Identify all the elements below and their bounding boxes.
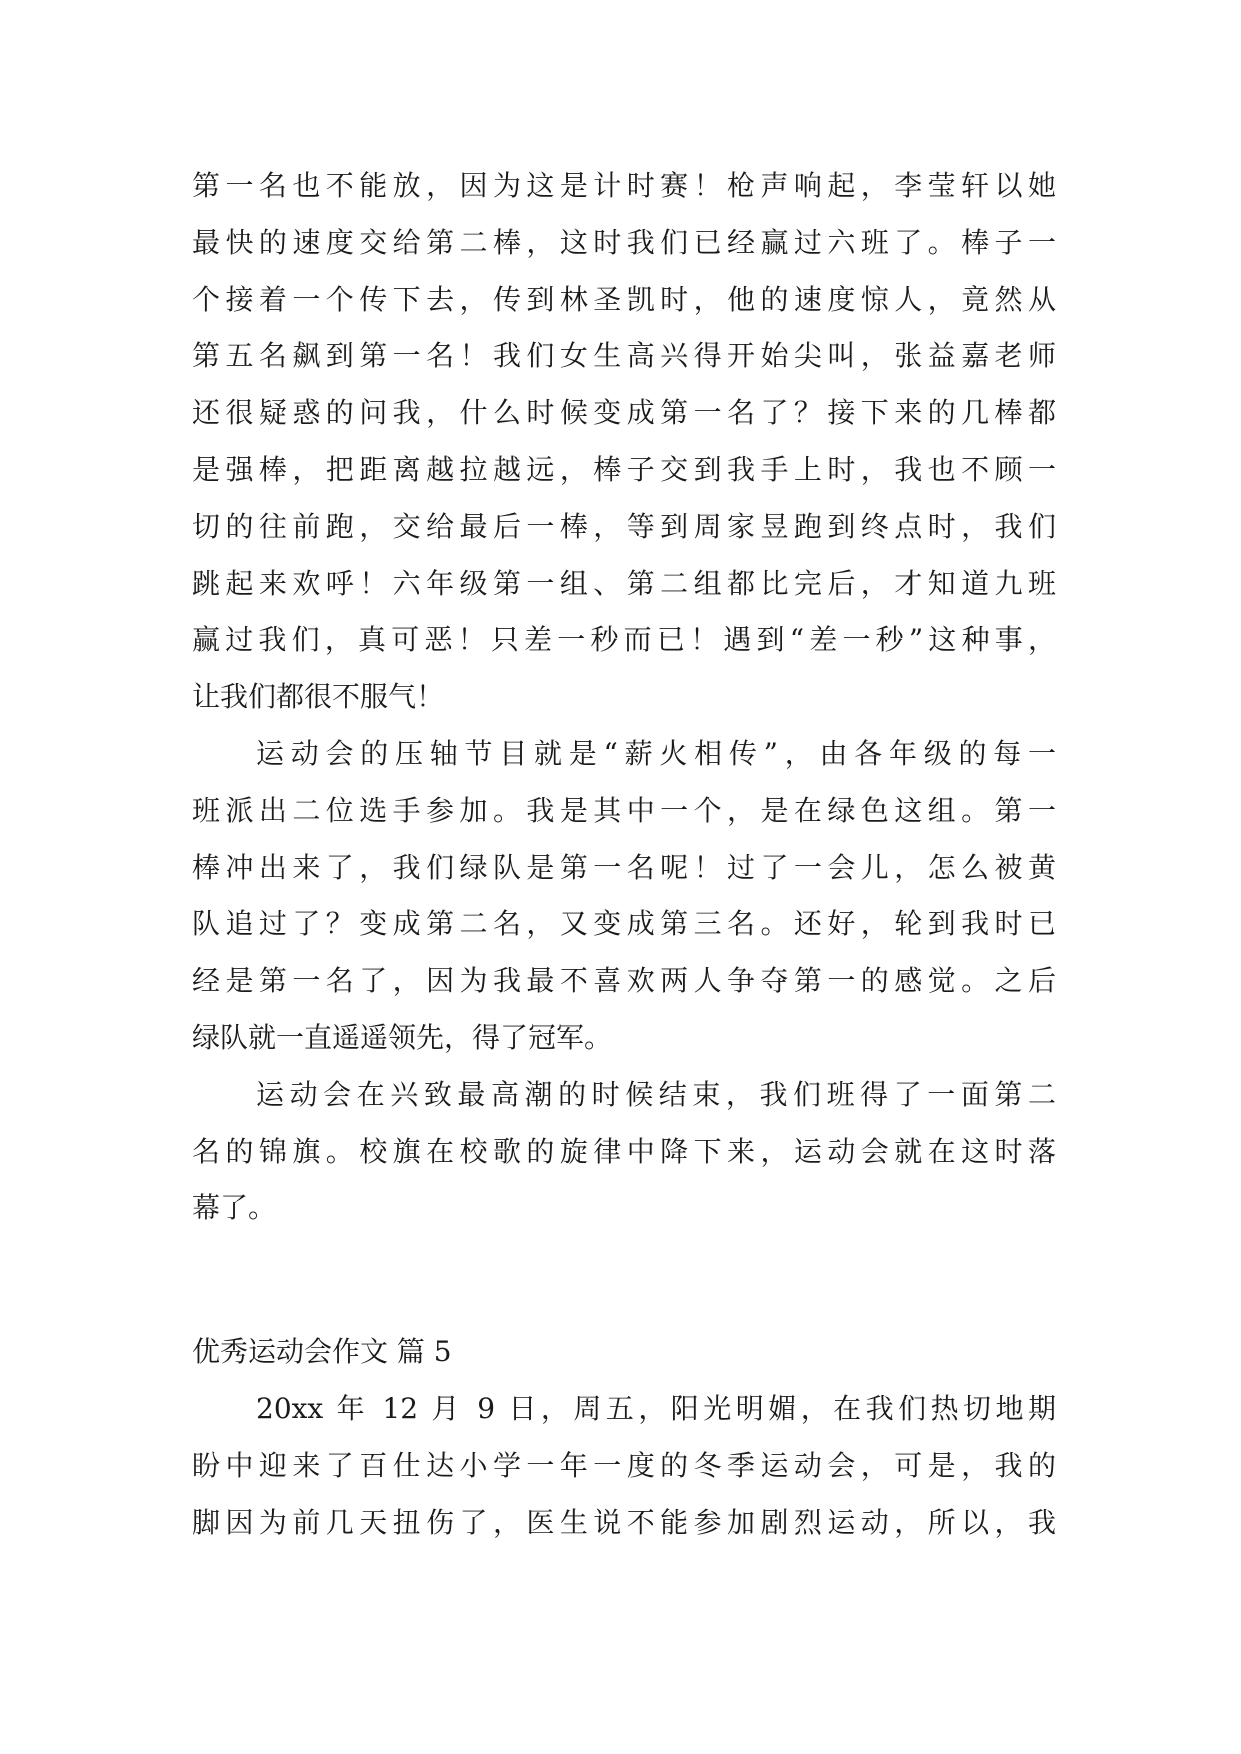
text-line: 队追过了？变成第二名，又变成第三名。还好，轮到我时已	[192, 907, 1056, 941]
text-line: 20xx 年 12 月 9 日，周五，阳光明媚，在我们热切地期	[256, 1392, 1056, 1425]
essay-body-bottom	[192, 1381, 1056, 1551]
text-line: 个接着一个传下去，传到林圣凯时，他的速度惊人，竟然从	[192, 282, 1056, 316]
text-line: 赢过我们，真可恶！只差一秒而已！遇到“差一秒”这种事，	[192, 623, 1056, 657]
text-line: 还很疑惑的问我，什么时候变成第一名了？接下来的几棒都	[192, 396, 1056, 430]
text-line: 班派出二位选手参加。我是其中一个，是在绿色这组。第一	[192, 793, 1056, 827]
text-line: 经是第一名了，因为我最不喜欢两人争夺第一的感觉。之后	[192, 964, 1056, 998]
text-line: 第一名也不能放，因为这是计时赛！枪声响起，李莹轩以她	[192, 169, 1056, 202]
text-line: 运动会在兴致最高潮的时候结束，我们班得了一面第二	[256, 1077, 1056, 1111]
text-line: 是强棒，把距离越拉越远，棒子交到我手上时，我也不顾一	[192, 452, 1056, 486]
text-line: 幕了。	[192, 1191, 277, 1225]
text-line: 名的锦旗。校旗在校歌的旋律中降下来，运动会就在这时落	[192, 1134, 1056, 1168]
text-line: 棒冲出来了，我们绿队是第一名呢！过了一会儿，怎么被黄	[192, 850, 1056, 884]
text-line: 最快的速度交给第二棒，这时我们已经赢过六班了。棒子一	[192, 225, 1056, 259]
essay-heading: 优秀运动会作文 篇 5	[192, 1335, 452, 1368]
text-line: 切的往前跑，交给最后一棒，等到周家昱跑到终点时，我们	[192, 509, 1056, 543]
text-line: 让我们都很不服气！	[192, 680, 445, 714]
text-line: 第五名飙到第一名！我们女生高兴得开始尖叫，张益嘉老师	[192, 339, 1056, 373]
text-line: 跳起来欢呼！六年级第一组、第二组都比完后，才知道九班	[192, 566, 1056, 600]
text-line: 盼中迎来了百仕达小学一年一度的冬季运动会，可是，我的	[192, 1448, 1056, 1482]
text-line: 运动会的压轴节目就是“薪火相传”，由各年级的每一	[256, 736, 1056, 770]
text-line: 脚因为前几天扭伤了，医生说不能参加剧烈运动，所以，我	[192, 1505, 1056, 1539]
text-line: 绿队就一直遥遥领先，得了冠军。	[192, 1020, 613, 1054]
essay-body-top	[192, 158, 1056, 1237]
